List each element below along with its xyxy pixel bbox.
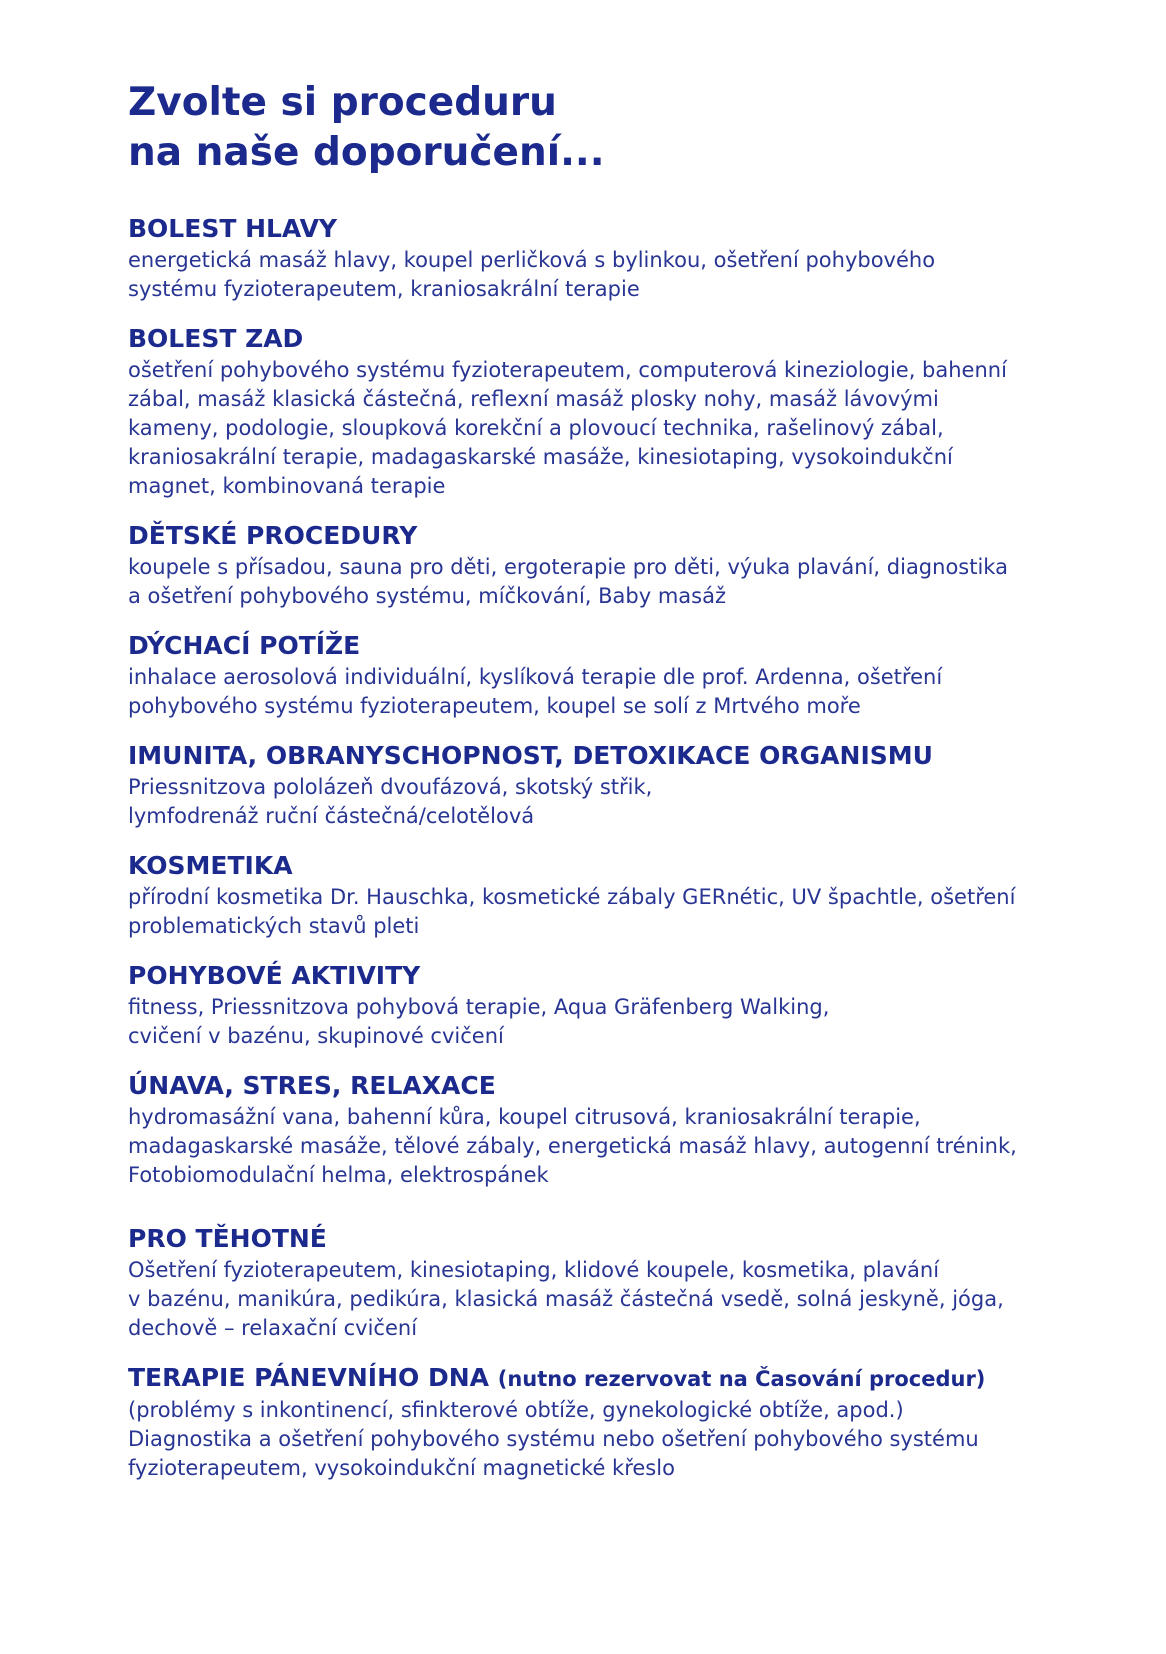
description-line: ošetření pohybového systému fyzioterapeutem, computerová kineziologie, bahenní bbox=[128, 358, 1007, 382]
description-line: lymfodrenáž ruční částečná/celotělová bbox=[128, 804, 535, 828]
description-line: cvičení v bazénu, skupinové cvičení bbox=[128, 1024, 504, 1048]
section-bolest-hlavy bbox=[128, 214, 1088, 304]
section-heading: DÝCHACÍ POTÍŽE bbox=[128, 631, 361, 660]
description-line: (problémy s inkontinencí, sfinkterové obtíže, gynekologické obtíže, apod.) bbox=[128, 1398, 904, 1422]
section-description bbox=[128, 246, 1088, 304]
description-line: systému fyzioterapeutem, kraniosakrální terapie bbox=[128, 277, 640, 301]
description-line: pohybového systému fyzioterapeutem, koupel se solí z Mrtvého moře bbox=[128, 694, 861, 718]
section-kosmetika bbox=[128, 851, 1088, 941]
description-line: a ošetření pohybového systému, míčkování, Baby masáž bbox=[128, 584, 727, 608]
description-line: problematických stavů pleti bbox=[128, 914, 420, 938]
section-description bbox=[128, 773, 1088, 831]
description-line: v bazénu, manikúra, pedikúra, klasická masáž částečná vsedě, solná jeskyně, jóga, bbox=[128, 1287, 1004, 1311]
section-pro-tehotne bbox=[128, 1224, 1088, 1343]
description-line: přírodní kosmetika Dr. Hauschka, kosmetické zábaly GERnétic, UV špachtle, ošetření bbox=[128, 885, 1016, 909]
description-line: magnet, kombinovaná terapie bbox=[128, 474, 446, 498]
section-description bbox=[128, 993, 1088, 1051]
section-dychaci-potize bbox=[128, 631, 1088, 721]
section-pohybove-aktivity bbox=[128, 961, 1088, 1051]
description-line: fyzioterapeutem, vysokoindukční magnetické křeslo bbox=[128, 1456, 675, 1480]
description-line: kameny, podologie, sloupková korekční a plovoucí technika, rašelinový zábal, bbox=[128, 416, 944, 440]
section-description bbox=[128, 883, 1088, 941]
page-title-line-1: Zvolte si proceduru bbox=[128, 80, 557, 125]
description-line: kraniosakrální terapie, madagaskarské masáže, kinesiotaping, vysokoindukční bbox=[128, 445, 953, 469]
section-bolest-zad bbox=[128, 324, 1088, 501]
section-description bbox=[128, 663, 1088, 721]
description-line: dechově – relaxační cvičení bbox=[128, 1316, 418, 1340]
description-line: inhalace aerosolová individuální, kyslíková terapie dle prof. Ardenna, ošetření bbox=[128, 665, 943, 689]
section-heading: PRO TĚHOTNÉ bbox=[128, 1224, 327, 1253]
section-imunita bbox=[128, 741, 1088, 831]
section-heading: BOLEST ZAD bbox=[128, 324, 304, 353]
description-line: madagaskarské masáže, tělové zábaly, energetická masáž hlavy, autogenní trénink, bbox=[128, 1134, 1017, 1158]
section-heading: KOSMETIKA bbox=[128, 851, 293, 880]
section-heading: IMUNITA, OBRANYSCHOPNOST, DETOXIKACE ORGANISMU bbox=[128, 741, 933, 770]
section-description bbox=[128, 1396, 1088, 1483]
section-heading: ÚNAVA, STRES, RELAXACE bbox=[128, 1071, 496, 1100]
description-line: Fotobiomodulační helma, elektrospánek bbox=[128, 1163, 549, 1187]
description-line: zábal, masáž klasická částečná, reflexní masáž plosky nohy, masáž lávovými bbox=[128, 387, 939, 411]
description-line: hydromasážní vana, bahenní kůra, koupel citrusová, kraniosakrální terapie, bbox=[128, 1105, 921, 1129]
section-description bbox=[128, 1103, 1088, 1190]
section-heading: POHYBOVÉ AKTIVITY bbox=[128, 961, 421, 990]
description-line: Priessnitzova pololázeň dvoufázová, skotský střik, bbox=[128, 775, 653, 799]
section-heading: BOLEST HLAVY bbox=[128, 214, 338, 243]
section-description bbox=[128, 553, 1088, 611]
procedure-recommendations-page bbox=[128, 78, 1088, 1503]
section-unava-stres-relaxace bbox=[128, 1071, 1088, 1190]
section-heading: DĚTSKÉ PROCEDURY bbox=[128, 521, 418, 550]
page-title-line-2: na naše doporučení... bbox=[128, 130, 605, 175]
section-heading-text: TERAPIE PÁNEVNÍHO DNA bbox=[128, 1363, 489, 1392]
description-line: fitness, Priessnitzova pohybová terapie, Aqua Gräfenberg Walking, bbox=[128, 995, 830, 1019]
section-description bbox=[128, 1256, 1088, 1343]
description-line: energetická masáž hlavy, koupel perličková s bylinkou, ošetření pohybového bbox=[128, 248, 936, 272]
description-line: koupele s přísadou, sauna pro děti, ergoterapie pro děti, výuka plavání, diagnostika bbox=[128, 555, 1008, 579]
section-terapie-panevniho-dna bbox=[128, 1363, 1088, 1483]
reservation-note: (nutno rezervovat na Časování procedur) bbox=[497, 1367, 986, 1391]
section-heading bbox=[128, 1363, 1088, 1394]
section-description bbox=[128, 356, 1088, 501]
description-line: Diagnostika a ošetření pohybového systému nebo ošetření pohybového systému bbox=[128, 1427, 979, 1451]
description-line: Ošetření fyzioterapeutem, kinesiotaping, klidové koupele, kosmetika, plavání bbox=[128, 1258, 940, 1282]
page-title bbox=[128, 78, 1088, 178]
section-detske-procedury bbox=[128, 521, 1088, 611]
